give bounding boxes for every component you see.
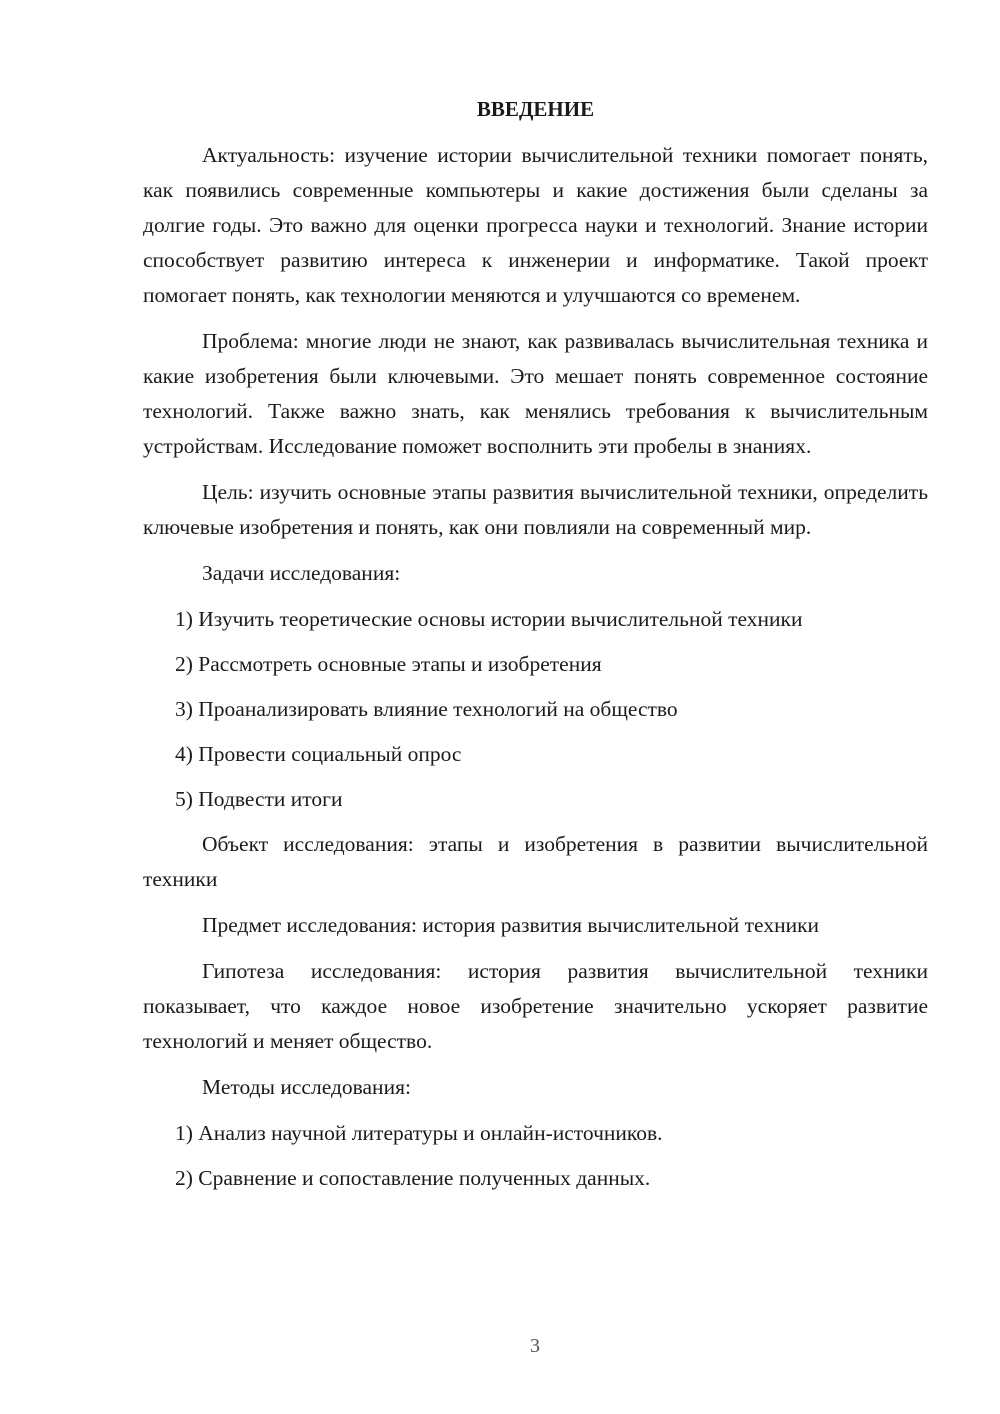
list-item: 1) Изучить теоретические основы истории вычислительной техники bbox=[175, 607, 803, 631]
list-item: 2) Сравнение и сопоставление полученных данных. bbox=[175, 1166, 651, 1190]
problem-paragraph: Проблема: многие люди не знают, как развивалась вычислительная техника и какие изобретения были ключевыми. Это мешает понять современное состояние технологий. Также важно знать, как менялись требования к вычислительным устройствам. Исследование поможет восполнить эти пробелы в знаниях. bbox=[143, 329, 928, 458]
list-item: 3) Проанализировать влияние технологий на общество bbox=[175, 697, 678, 721]
methods-heading: Методы исследования: bbox=[202, 1075, 411, 1099]
hypothesis-paragraph: Гипотеза исследования: история развития вычислительной техники показывает, что каждое новое изобретение значительно ускоряет развитие технологий и меняет общество. bbox=[143, 959, 928, 1053]
tasks-heading: Задачи исследования: bbox=[202, 561, 401, 585]
object-paragraph: Объект исследования: этапы и изобретения в развитии вычислительной техники bbox=[143, 832, 928, 891]
subject-paragraph: Предмет исследования: история развития вычислительной техники bbox=[202, 913, 820, 937]
goal-paragraph: Цель: изучить основные этапы развития вычислительной техники, определить ключевые изобретения и понять, как они повлияли на современный мир. bbox=[143, 480, 928, 539]
page-number: 3 bbox=[530, 1335, 540, 1357]
list-item: 1) Анализ научной литературы и онлайн-источников. bbox=[175, 1121, 663, 1145]
methods-list bbox=[143, 1116, 928, 1196]
list-item: 5) Подвести итоги bbox=[175, 787, 343, 811]
tasks-list bbox=[143, 602, 928, 817]
list-item: 4) Провести социальный опрос bbox=[175, 742, 462, 766]
section-title: ВВЕДЕНИЕ bbox=[476, 97, 595, 121]
relevance-paragraph: Актуальность: изучение истории вычислительной техники помогает понять, как появились современные компьютеры и какие достижения были сделаны за долгие годы. Это важно для оценки прогресса науки и технологий. Знание истории способствует развитию интереса к инженерии и информатике. Такой проект помогает понять, как технологии меняются и улучшаются со временем. bbox=[143, 143, 928, 307]
document-page bbox=[143, 92, 928, 1206]
list-item: 2) Рассмотреть основные этапы и изобретения bbox=[175, 652, 602, 676]
